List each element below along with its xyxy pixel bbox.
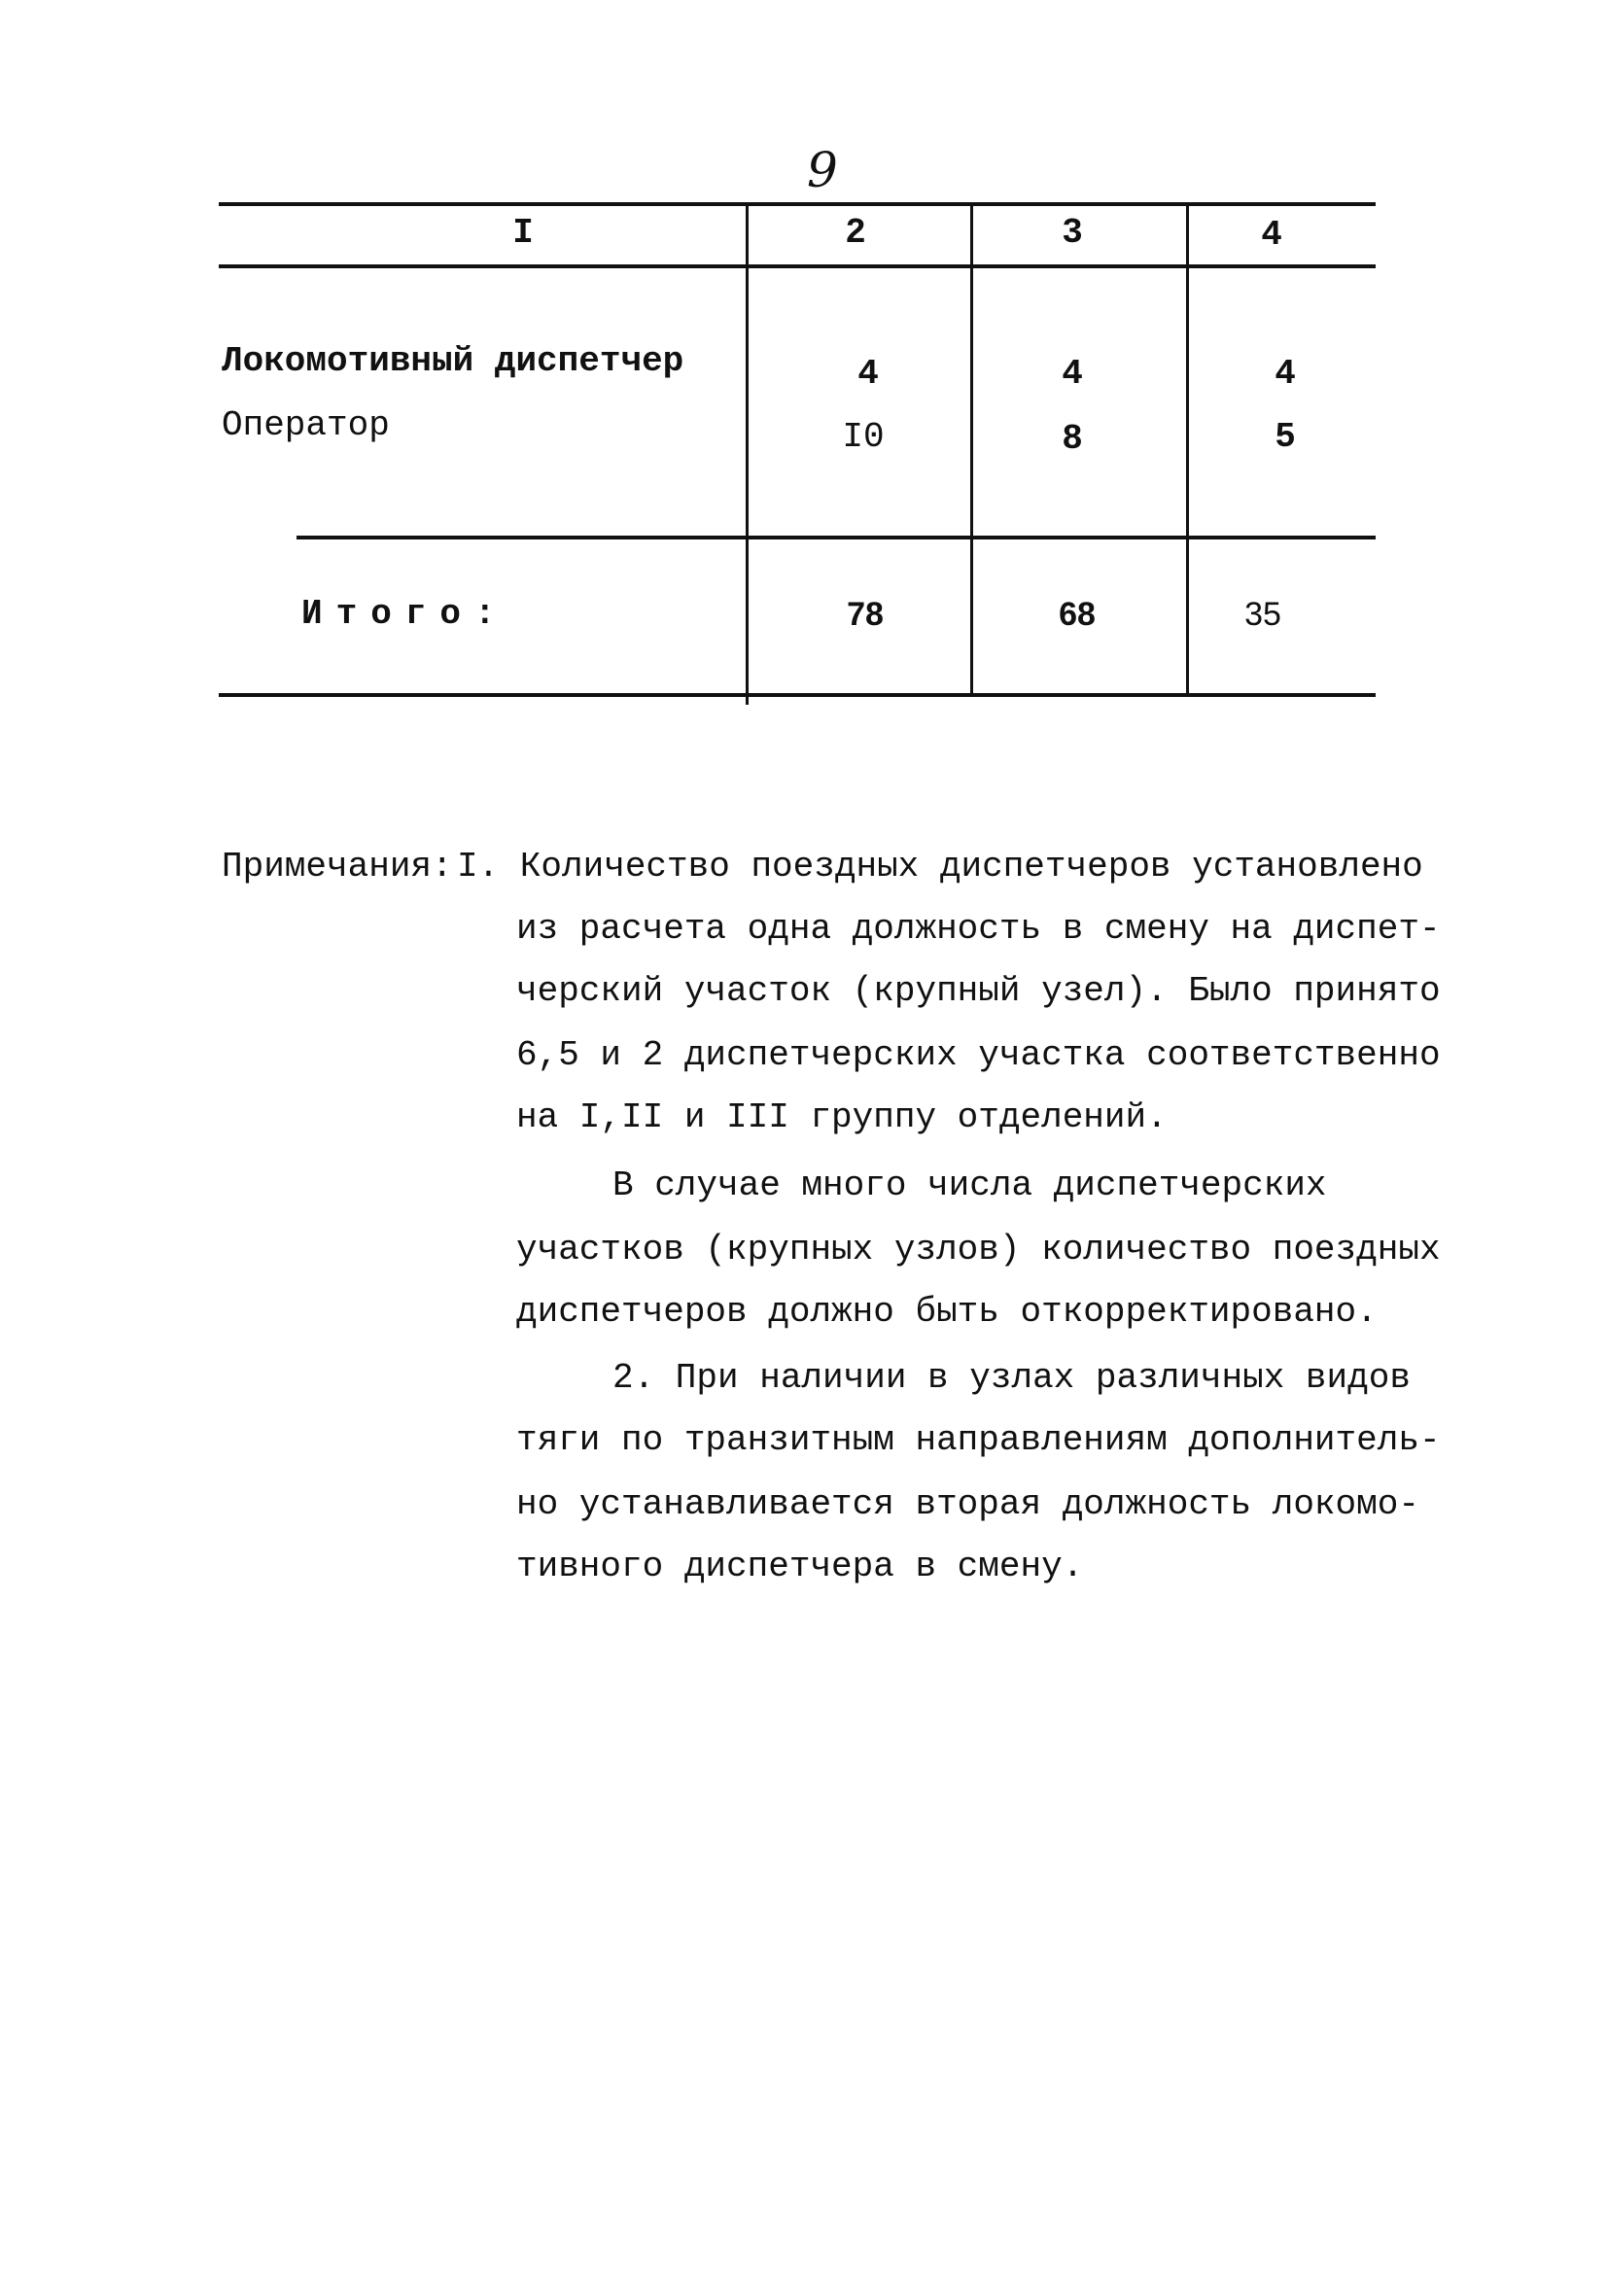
- table-total-rule: [297, 536, 1376, 539]
- page-number: 9: [807, 142, 838, 198]
- note-line: В случае много числа диспетчерских: [612, 1165, 1327, 1205]
- table-cell: 4: [857, 354, 879, 394]
- table-total-cell: 35: [1244, 596, 1281, 633]
- note-line: тяги по транзитным направлениям дополнитель-: [516, 1420, 1441, 1460]
- table-cell: I0: [842, 417, 885, 457]
- table-top-rule: [219, 202, 1376, 206]
- table-bottom-rule: [219, 693, 1376, 697]
- table-row-label: Локомотивный диспетчер: [222, 341, 684, 381]
- note-line: но устанавливается вторая должность локомо-: [516, 1484, 1419, 1524]
- table-cell: 4: [1275, 354, 1296, 394]
- table-cell: 5: [1275, 417, 1296, 457]
- table-row-label: Оператор: [222, 405, 390, 445]
- table-total-cell: 68: [1059, 596, 1096, 633]
- table-header-cell: 3: [1062, 213, 1083, 253]
- note-line: черский участок (крупный узел). Было принято: [516, 971, 1441, 1011]
- table-header-cell: 4: [1261, 215, 1282, 255]
- table-header-cell: I: [512, 213, 534, 253]
- table-column-rule: [1186, 204, 1189, 695]
- table-column-rule: [970, 204, 973, 695]
- note-line: тивного диспетчера в смену.: [516, 1547, 1084, 1586]
- table-header-rule: [219, 264, 1376, 268]
- table-cell: 8: [1062, 419, 1083, 459]
- note-line: 6,5 и 2 диспетчерских участка соответственно: [516, 1035, 1441, 1075]
- table-column-rule: [746, 204, 749, 705]
- note-line: I. Количество поездных диспетчеров установлено: [457, 847, 1423, 887]
- table-total-cell: 78: [847, 596, 884, 633]
- note-line: участков (крупных узлов) количество поездных: [516, 1230, 1441, 1270]
- table-total-label: Итого:: [301, 594, 509, 634]
- notes-label: Примечания:: [222, 847, 453, 887]
- note-line: 2. При наличии в узлах различных видов: [612, 1358, 1411, 1398]
- note-line: на I,II и III группу отделений.: [516, 1097, 1168, 1137]
- table-header-cell: 2: [845, 213, 866, 253]
- note-line: из расчета одна должность в смену на диспет-: [516, 909, 1441, 949]
- table-cell: 4: [1062, 354, 1083, 394]
- note-line: диспетчеров должно быть откорректировано.: [516, 1292, 1378, 1332]
